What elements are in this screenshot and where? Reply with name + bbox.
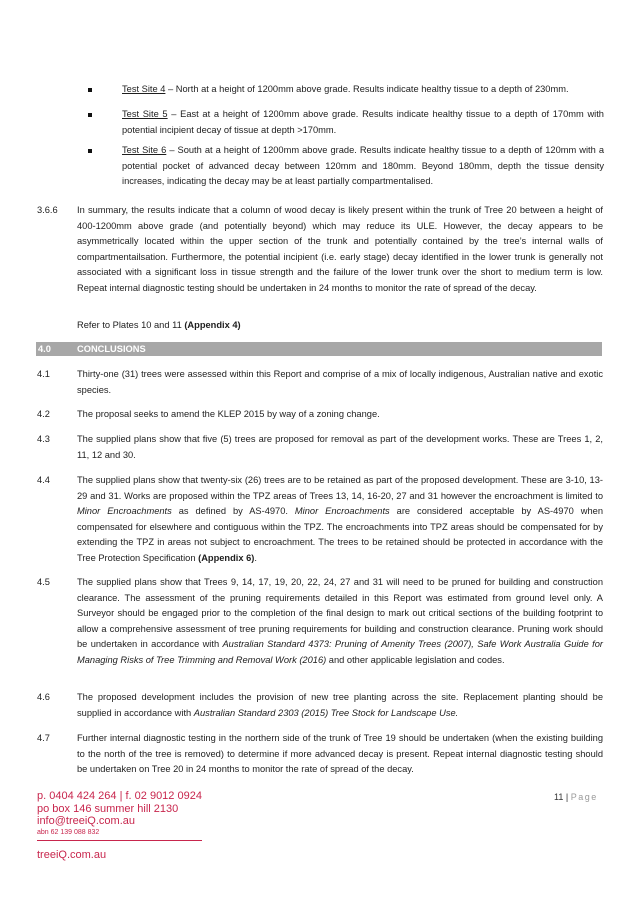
refer-to-plates xyxy=(77,318,241,334)
paragraph-text: Thirty-one (31) trees were assessed within this Report and comprise of a mix of locally indigenous, Australian native and exotic species. xyxy=(77,369,603,395)
conclusion-4-5 xyxy=(37,575,603,668)
bullet-icon xyxy=(88,113,92,117)
paragraph-number: 4.1 xyxy=(37,369,50,379)
test-site-5-text: – East at a height of 1200mm above grade. Results indicate healthy tissue to a depth of 170mm with potential incipient decay of tissue at depth >170mm. xyxy=(122,109,604,135)
footer-abn: abn 62 139 088 832 xyxy=(37,828,100,836)
section-title: CONCLUSIONS xyxy=(77,344,146,354)
test-site-5-label: Test Site 5 xyxy=(122,109,168,119)
paragraph-text: The supplied plans show that twenty-six (26) trees are to be retained as part of the proposed development. These are 3-10, 13-29 and 31. Works are proposed within the TPZ areas of Trees 13, 14, 16-20, 27 and 31 however the encroachment is limited to Minor Encroachments as defined by AS-4970. Minor Encroachments are considered acceptable by AS-4970 when compensated for elsewhere and contiguous within the TPZ. The encroachments into TPZ areas should be compensated for by extending the TPZ in areas not subject to encroachment. The trees to be retained should be protected in accordance with the Tree Protection Specification (Appendix 6). xyxy=(77,475,603,563)
paragraph-text: The proposal seeks to amend the KLEP 2015 by way of a zoning change. xyxy=(77,409,380,419)
test-site-4-bullet xyxy=(84,82,604,98)
test-site-4-label: Test Site 4 xyxy=(122,84,166,94)
paragraph-number: 4.3 xyxy=(37,434,50,444)
refer-text: Refer to Plates 10 and 11 xyxy=(77,320,185,330)
footer-email[interactable]: info@treeiQ.com.au xyxy=(37,815,135,827)
paragraph-number: 3.6.6 xyxy=(37,205,58,215)
footer-divider xyxy=(37,840,202,841)
test-site-6-label: Test Site 6 xyxy=(122,145,167,155)
section-number: 4.0 xyxy=(38,344,51,354)
conclusion-4-6 xyxy=(37,690,603,721)
test-site-6-bullet xyxy=(84,143,604,190)
conclusion-4-2 xyxy=(37,407,603,423)
test-site-4-text: – North at a height of 1200mm above grade. Results indicate healthy tissue to a depth of 230mm. xyxy=(165,84,569,94)
page-number-value: 11 xyxy=(554,792,564,802)
page-label: Page xyxy=(570,792,598,802)
paragraph-number: 4.7 xyxy=(37,733,50,743)
paragraph-number: 4.6 xyxy=(37,692,50,702)
conclusion-4-7 xyxy=(37,731,603,778)
paragraph-text: In summary, the results indicate that a column of wood decay is likely present within the trunk of Tree 20 between a height of 400-1200mm above grade (and potentially beyond) which may reduce its ULE. However, the decay appears to be asymmetrically located within the upper section of the trunk and potentially contained by the tree’s internal walls of compartmentailsation. Furthermore, the potential incipient (i.e. early stage) decay identified in the lower trunk is generally not associated with a significant loss in tissue strength and the failure of the lower trunk over the short to medium term is low. Repeat internal diagnostic testing should be undertaken in 24 months to monitor the rate of spread of the decay. xyxy=(77,205,603,293)
footer-phone: p. 0404 424 264 | f. 02 9012 0924 xyxy=(37,790,202,802)
conclusion-4-3 xyxy=(37,432,603,463)
appendix-reference: (Appendix 4) xyxy=(184,320,241,330)
test-site-5-bullet xyxy=(84,107,604,138)
paragraph-text: The supplied plans show that Trees 9, 14, 17, 19, 20, 22, 24, 27 and 31 will need to be pruned for building and construction clearance. The assessment of the pruning requirements detailed in this Report was estimated from ground level only. A Surveyor should be engaged prior to the completion of the final design to mark out critical sections of the building footprint to allow a comprehensive assessment of tree pruning requirements for building and construction clearance. Pruning work should be undertaken in accordance with Australian Standard 4373: Pruning of Amenity Trees (2007), Safe Work Australia Guide for Managing Risks of Tree Trimming and Removal Work (2016) and other applicable legislation and codes. xyxy=(77,577,603,665)
section-heading-bar xyxy=(36,342,602,356)
paragraph-text: The supplied plans show that five (5) trees are proposed for removal as part of the development works. These are Trees 1, 2, 11, 12 and 30. xyxy=(77,434,603,460)
summary-paragraph xyxy=(37,203,603,296)
bullet-icon xyxy=(88,149,92,153)
paragraph-number: 4.5 xyxy=(37,577,50,587)
footer-contact xyxy=(37,790,202,838)
page-separator: | xyxy=(563,792,571,802)
paragraph-text: The proposed development includes the provision of new tree planting across the site. Replacement planting should be supplied in accordance with Australian Standard 2303 (2015) Tree Stock for Landscape Use. xyxy=(77,692,603,718)
footer-website-link[interactable]: treeiQ.com.au xyxy=(37,849,107,861)
paragraph-text: Further internal diagnostic testing in the northern side of the trunk of Tree 19 should be undertaken (when the existing building to the north of the tree is removed) to determine if more advanced decay is present. Repeat internal diagnostic testing should be undertaken on Tree 20 in 24 months to monitor the rate of spread of the decay. xyxy=(77,733,603,774)
conclusion-4-4 xyxy=(37,473,603,566)
conclusion-4-1 xyxy=(37,367,603,398)
test-site-6-text: – South at a height of 1200mm above grade. Results indicate healthy tissue to a depth of 120mm with a potential pocket of advanced decay between 120mm and 180mm. Beyond 180mm, depth the tissue density increases, indicating the decay may be at least partially compartmentalised. xyxy=(122,145,604,186)
footer-po-box: po box 146 summer hill 2130 xyxy=(37,802,179,815)
bullet-icon xyxy=(88,88,92,92)
page-number xyxy=(554,790,598,806)
paragraph-number: 4.2 xyxy=(37,409,50,419)
paragraph-number: 4.4 xyxy=(37,475,50,485)
